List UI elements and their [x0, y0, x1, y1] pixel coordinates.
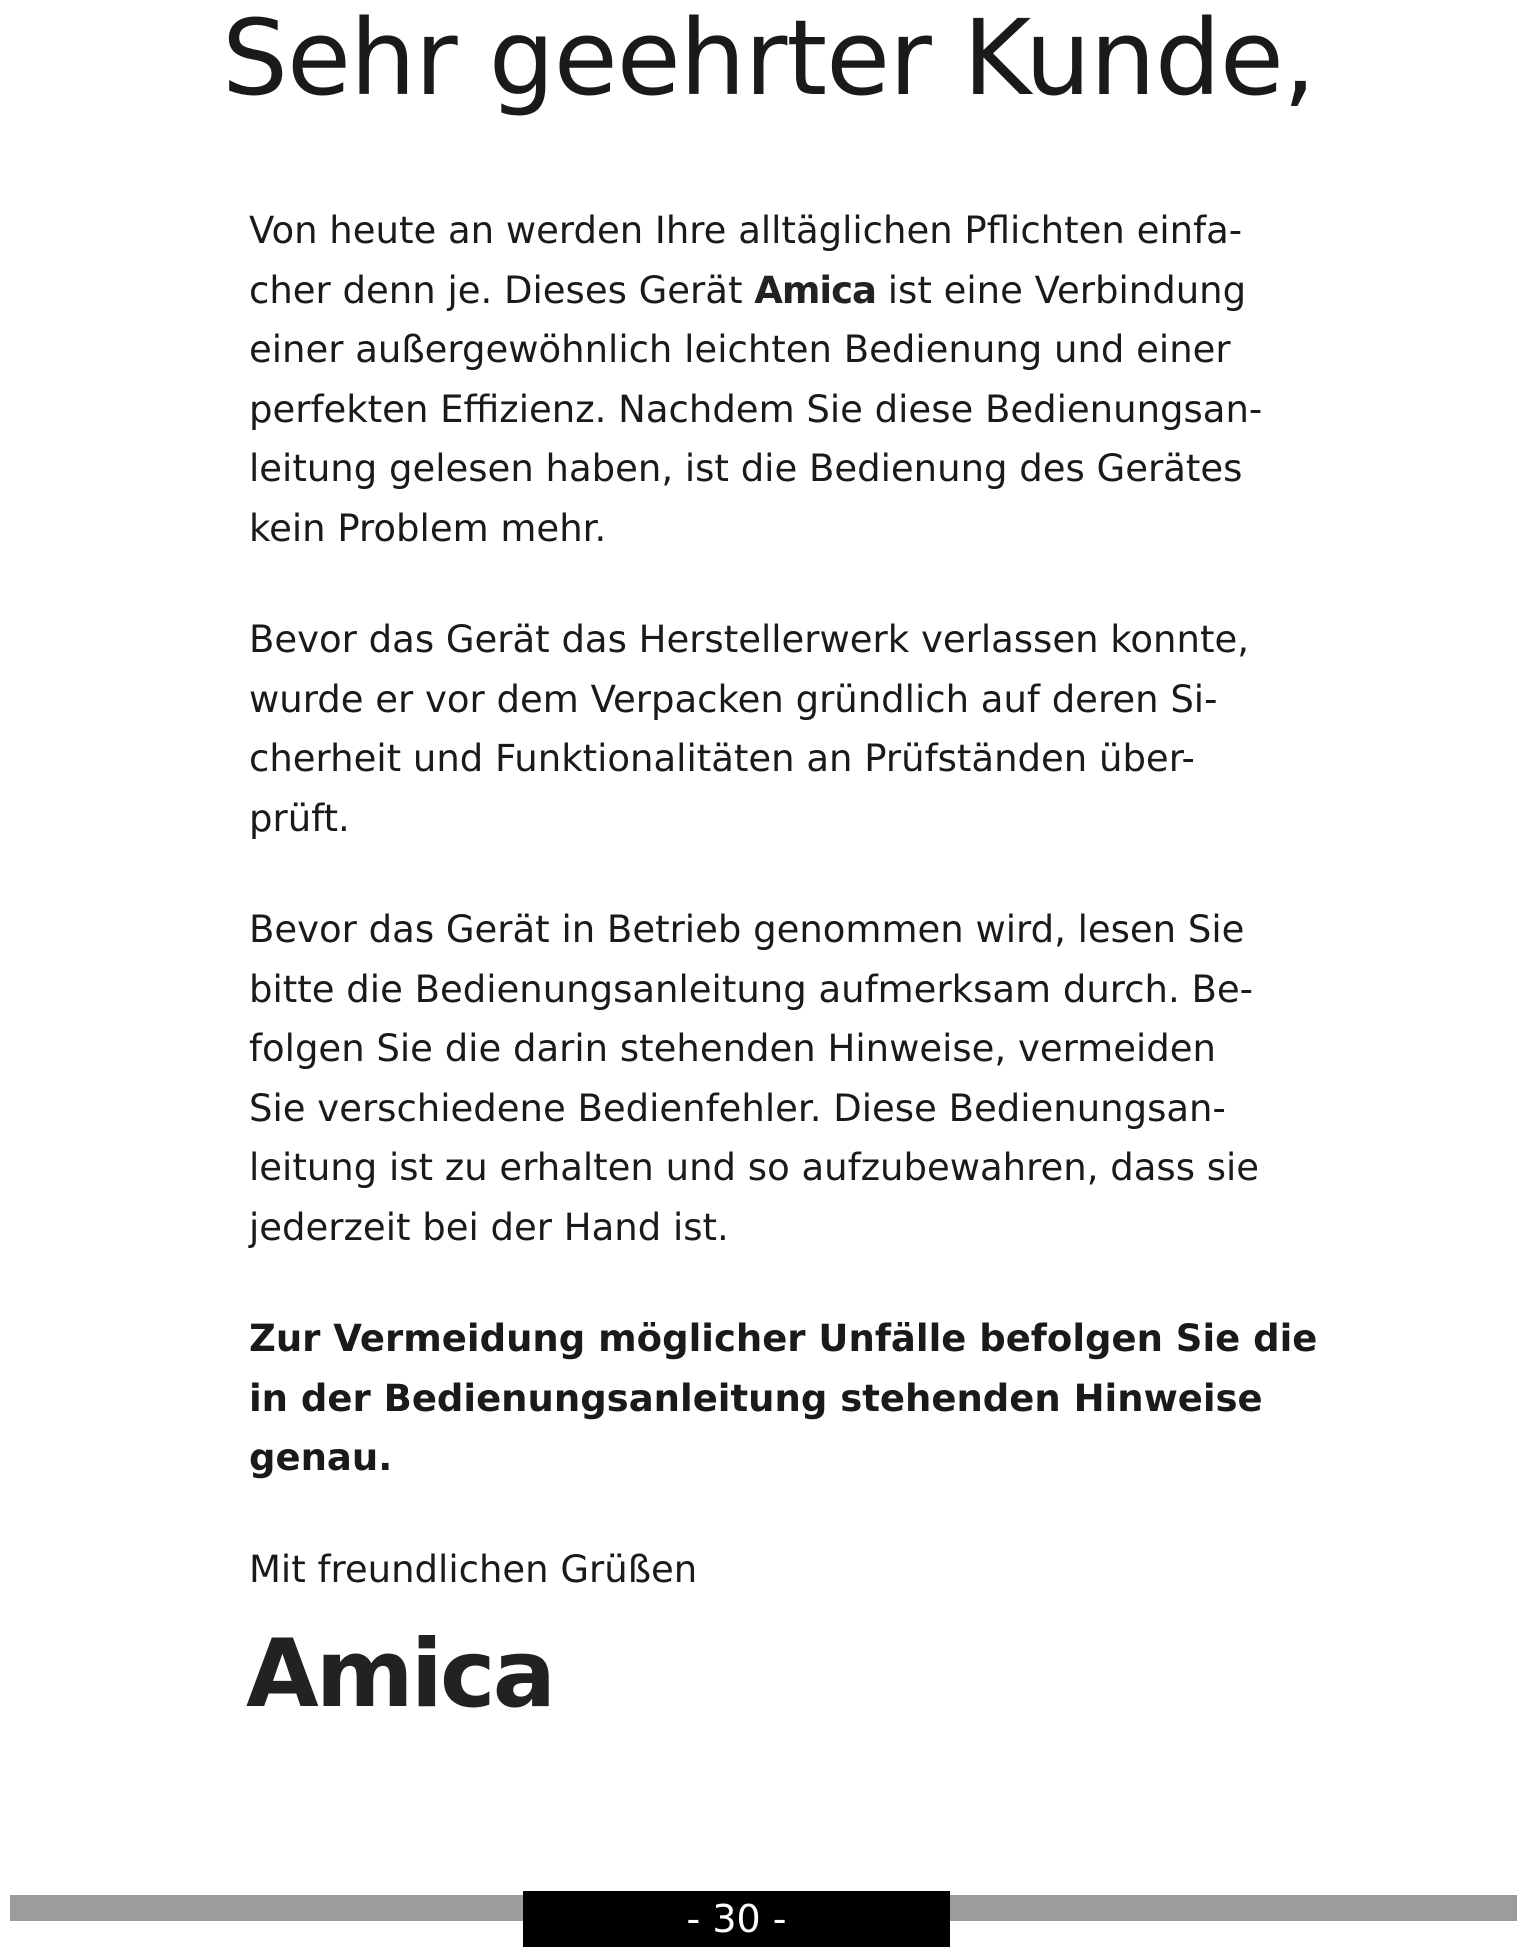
text-line: leitung gelesen haben, ist die Bedienung des Gerätes [249, 447, 1243, 490]
page-title: Sehr geehrter Kunde, [222, 0, 1315, 119]
page-number: - 30 - [523, 1891, 950, 1947]
text-line: Zur Vermeidung möglicher Unfälle befolgen Sie die [249, 1317, 1318, 1360]
text-line: Bevor das Gerät das Herstellerwerk verlassen konnte, [249, 618, 1249, 661]
intro-paragraph [249, 201, 1263, 558]
closing-greeting [249, 1540, 1249, 1600]
text-line: cherheit und Funktionalitäten an Prüfständen über- [249, 737, 1195, 780]
text-line: kein Problem mehr. [249, 506, 607, 550]
text-line: wurde er vor dem Verpacken gründlich auf deren Si- [249, 677, 1218, 721]
text-line: folgen Sie die darin stehenden Hinweise, vermeiden [249, 1027, 1216, 1070]
text-segment: cher denn je. Dieses Gerät [249, 268, 755, 312]
text-line: bitte die Bedienungsanleitung aufmerksam durch. Be- [249, 967, 1253, 1011]
factory-check-paragraph [249, 610, 1249, 848]
brand-name-inline: Amica [754, 268, 876, 312]
text-line: einer außergewöhnlich leichten Bedienung und einer [249, 328, 1231, 371]
text-line: leitung ist zu erhalten und so aufzubewahren, dass sie [249, 1146, 1260, 1189]
text-line: Bevor das Gerät in Betrieb genommen wird, lesen Sie [249, 908, 1245, 951]
text-segment: ist eine Verbindung [876, 268, 1247, 312]
text-line: genau. [249, 1436, 393, 1479]
letter-body [249, 201, 1318, 1651]
text-line: in der Bedienungsanleitung stehenden Hinweise [249, 1376, 1263, 1420]
text-line: jederzeit bei der Hand ist. [249, 1205, 729, 1249]
text-line: prüft. [249, 796, 350, 840]
text-line: Von heute an werden Ihre alltäglichen Pflichten einfa- [249, 209, 1243, 252]
text-line: perfekten Effizienz. Nachdem Sie diese Bedienungsan- [249, 387, 1263, 431]
text-line: Mit freundlichen Grüßen [249, 1547, 698, 1591]
text-line: Sie verschiedene Bedienfehler. Diese Bedienungsan- [249, 1086, 1226, 1130]
read-manual-paragraph [249, 900, 1260, 1257]
text-line [249, 261, 1249, 321]
amica-logo: Amica [246, 1620, 554, 1729]
warning-paragraph [249, 1309, 1318, 1488]
